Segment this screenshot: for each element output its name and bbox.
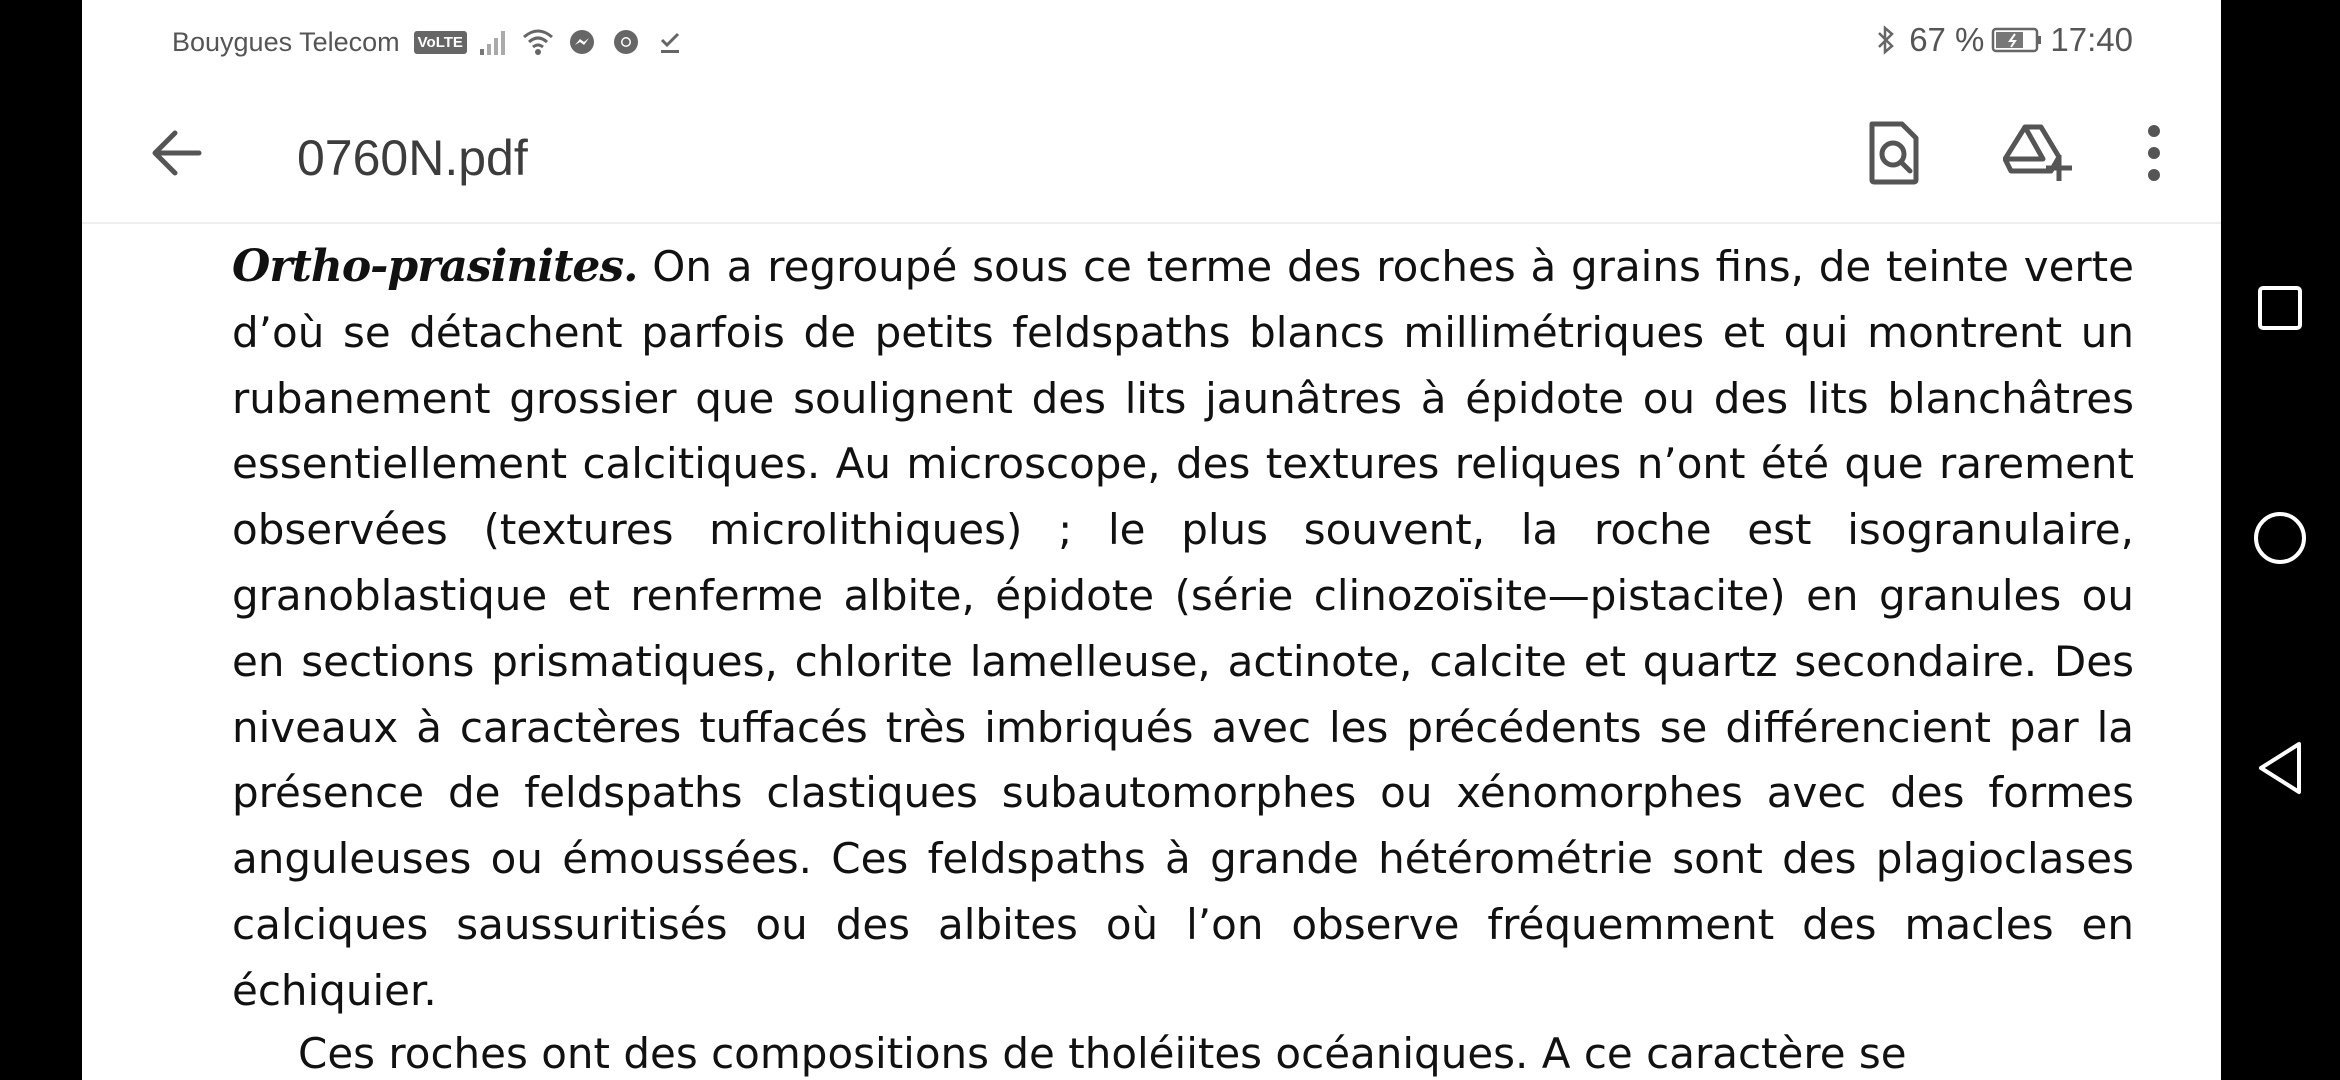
home-button[interactable] (2235, 495, 2325, 585)
clock: 17:40 (2050, 21, 2133, 58)
paragraph-compositions: Ces roches ont des compositions de tholéiites océaniques. A ce caractère se (298, 1029, 1907, 1078)
volte-badge: VoLTE (414, 31, 467, 54)
status-left (172, 22, 687, 62)
document-title: 0760N.pdf (297, 130, 528, 186)
more-options-button[interactable] (2109, 110, 2199, 200)
recent-apps-button[interactable] (2235, 265, 2325, 355)
pdf-page-content[interactable] (82, 224, 2221, 1080)
messenger-icon (565, 25, 599, 59)
find-in-document-button[interactable] (1849, 110, 1939, 200)
signal-icon (477, 25, 511, 59)
triangle-back-icon (2255, 740, 2305, 801)
add-to-drive-icon (2003, 123, 2073, 188)
bluetooth-icon (1869, 23, 1903, 57)
status-bar (82, 0, 2221, 82)
back-button[interactable] (132, 110, 222, 200)
find-in-document-icon (1866, 120, 1922, 191)
system-back-button[interactable] (2235, 725, 2325, 815)
arrow-back-icon (149, 128, 205, 183)
paragraph-ortho-prasinites (232, 234, 2134, 1024)
more-vertical-icon (2144, 123, 2164, 188)
add-to-drive-button[interactable] (1993, 110, 2083, 200)
pdf-viewer-app (82, 0, 2221, 1080)
wifi-icon (521, 25, 555, 59)
app-toolbar (82, 82, 2221, 224)
paragraph-body: On a regroupé sous ce terme des roches à grains fins, de teinte verte d’où se détachent parfois de petits feldspaths blancs millimétriques et qui montrent un rubanement grossier que soulignent des lits jaunâtres à épidote ou des lits blanchâtres essentiellement calcitiques. Au microscope, des textures reliques n’ont été que rarement observées (textures microlithiques) ; le plus souvent, la roche est isogranulaire, granoblastique et renferme albite, épidote (série clinozoïsite—pistacite) en granules ou en sections prismatiques, chlorite lamelleuse, actinote, calcite et quartz secondaire. Des niveaux à caractères tuffacés très imbriqués avec les précédents se différencient par la présence de feldspaths clastiques subautomorphes ou xénomorphes avec des formes anguleuses ou émoussées. Ces feldspaths à grande hétérométrie sont des plagioclases calciques saussuritisés ou des albites où l’on observe fréquemment des macles en échiquier. (232, 242, 2134, 1015)
square-recent-apps-icon (2256, 284, 2304, 337)
chrome-icon (609, 25, 643, 59)
battery-icon (1990, 23, 2044, 57)
carrier-name: Bouygues Telecom (172, 26, 400, 57)
paragraph-heading: Ortho-prasinites. (232, 241, 638, 292)
battery-percent: 67 % (1909, 21, 1985, 58)
status-right (1869, 20, 2133, 60)
download-done-icon (653, 25, 687, 59)
circle-home-icon (2252, 510, 2308, 571)
system-navigation-bar (2221, 0, 2340, 1080)
